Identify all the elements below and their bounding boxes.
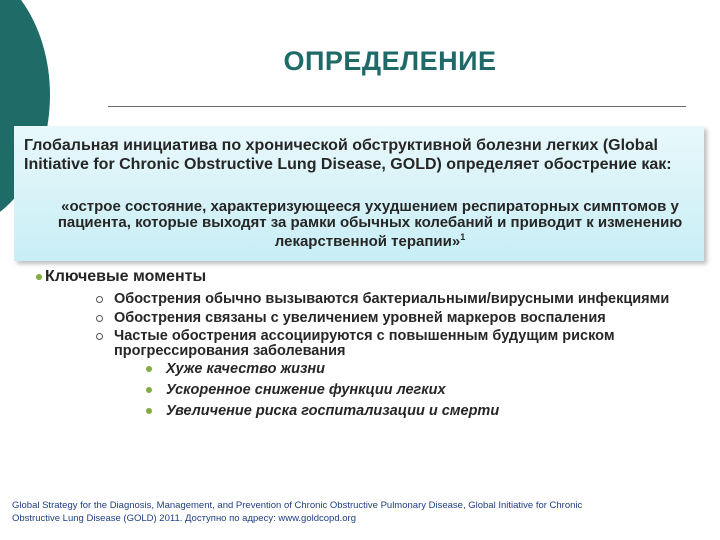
sub-list-item [144, 404, 706, 419]
green-dot-icon [146, 387, 152, 393]
slide-title: ОПРЕДЕЛЕНИЕ [283, 46, 497, 76]
footnote-line-1: Global Strategy for the Diagnosis, Management, and Prevention of Chronic Obstructive Pulmonary Disease, Global Initiative for Chronic [12, 500, 583, 511]
definition-quote: «острое состояние, характеризующееся ухудшением респираторных симптомов у пациента, которые выходят за рамки обычных колебаний и приводит к изменению лекарственной терапии» [57, 198, 683, 250]
sub-list-item [144, 362, 706, 377]
green-dot-icon [146, 366, 152, 372]
sub-list [144, 362, 706, 419]
list-item-text: Обострения обычно вызываются бактериальными/вирусными инфекциями [114, 291, 670, 307]
ring-icon [96, 296, 103, 303]
definition-reference-mark: 1 [460, 232, 466, 242]
key-points-list [96, 292, 706, 425]
sub-list-item-text: Увеличение риска госпитализации и смерти [166, 403, 500, 419]
sub-list-item-text: Хуже качество жизни [166, 361, 326, 377]
definition-quote-block [50, 199, 690, 250]
list-item [96, 311, 706, 326]
green-dot-icon [36, 274, 42, 280]
ring-icon [96, 315, 103, 322]
key-points-heading [36, 268, 206, 286]
footnote [12, 499, 702, 525]
sub-list-item-text: Ускоренное снижение функции легких [166, 382, 446, 398]
list-item-text: Обострения связаны с увеличением уровней маркеров воспаления [114, 309, 606, 326]
footnote-line-2: Obstructive Lung Disease (GOLD) 2011. Доступно по адресу: www.goldcopd.org [12, 513, 356, 524]
key-points-heading-label: Ключевые моменты [45, 268, 207, 285]
green-dot-icon [146, 408, 152, 414]
list-item-text: Частые обострения ассоциируются с повышенным будущим риском прогрессирования заболевания [114, 328, 615, 359]
list-item [96, 292, 706, 307]
ring-icon [96, 333, 103, 340]
definition-intro: Глобальная инициатива по хронической обструктивной болезни легких (Global Initiative for Chronic Obstructive Lung Disease, GOLD) определяет обострение как: [24, 137, 672, 173]
title-divider [108, 106, 686, 107]
list-item [96, 329, 706, 419]
sub-list-item [144, 383, 706, 398]
